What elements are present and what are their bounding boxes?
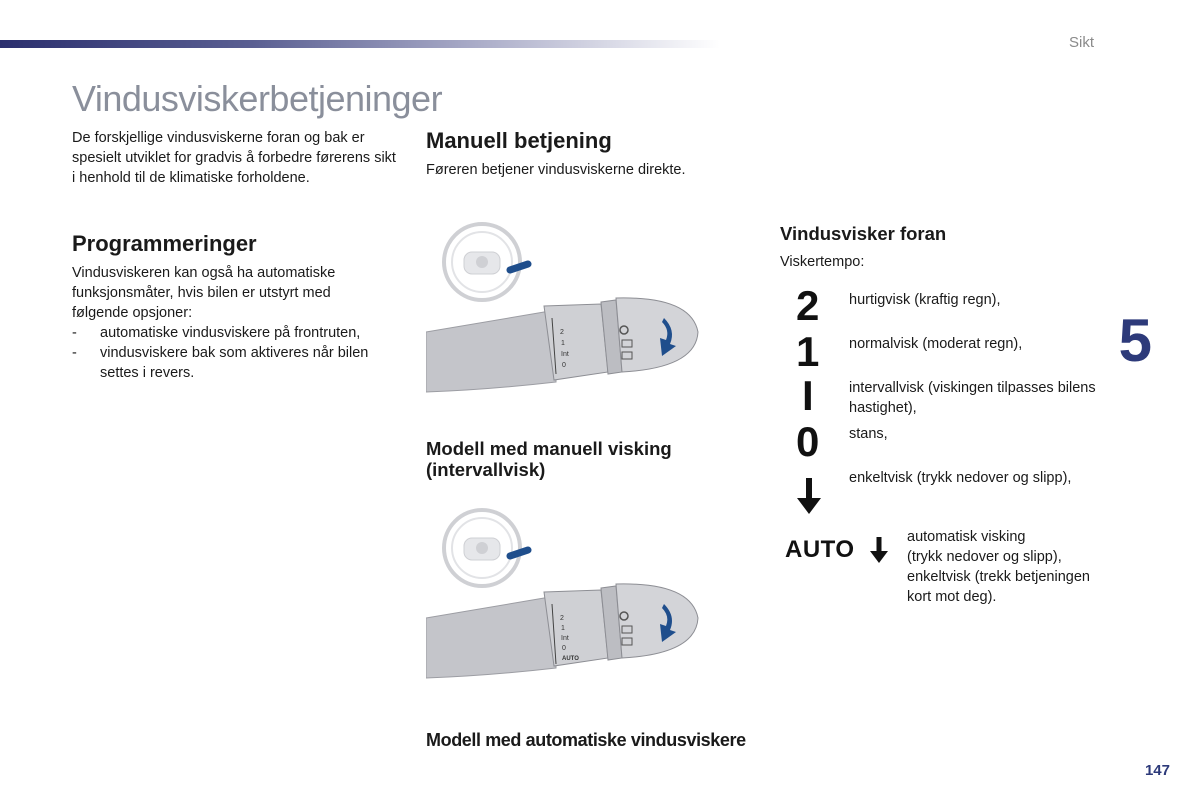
- manual-text: Føreren betjener vindusviskerne direkte.: [426, 162, 686, 178]
- front-subheading: Viskertempo:: [780, 254, 865, 270]
- speed-symbol-0: 0: [796, 418, 820, 465]
- programming-text: Vindusviskeren kan også ha automatiske funksjonsmåter, hvis bilen er utstyrt med følgende opsjoner:: [72, 265, 336, 321]
- speed-desc-1: normalvisk (moderat regn),: [849, 336, 1023, 352]
- speed-desc-2: hurtigvisk (kraftig regn),: [849, 292, 1001, 308]
- speed-desc-0: stans,: [849, 426, 888, 442]
- page-number: 147: [1144, 762, 1170, 779]
- speed-symbol-2: 2: [796, 282, 820, 329]
- stalk-label-0: 0: [562, 362, 566, 369]
- option-item: - vindusviskere bak som aktiveres når bilen settes i revers.: [72, 343, 392, 383]
- header-gradient-bar: [0, 40, 720, 48]
- stalk-label-1: 1: [561, 340, 565, 347]
- caption-auto: Modell med automatiske vindusviskere: [426, 730, 746, 750]
- stalk-label-2: 2: [560, 615, 564, 622]
- steering-wheel-icon: [444, 224, 528, 300]
- auto-desc-line: kort mot deg).: [907, 589, 997, 605]
- auto-down-arrow-icon: [869, 536, 889, 564]
- front-heading: Vindusvisker foran: [780, 223, 947, 244]
- intro-text: De forskjellige vindusviskerne foran og bak er spesielt utviklet for gradvis å forbedre førerens sikt i henhold til de klimatiske forholdene.: [72, 130, 396, 186]
- speed-symbol-1: 1: [796, 328, 820, 375]
- stalk-label-auto: AUTO: [562, 656, 579, 662]
- stalk-label-0: 0: [562, 645, 566, 652]
- auto-description: [907, 527, 1117, 607]
- speed-desc-int: intervallvisk (viskingen tilpasses bilens hastighet),: [849, 380, 1096, 416]
- steering-wheel-icon: [444, 510, 528, 586]
- auto-desc-line: (trykk nedover og slipp),: [907, 549, 1062, 565]
- speed-desc-single: enkeltvisk (trykk nedover og slipp),: [849, 470, 1072, 486]
- chapter-number: 5: [1118, 307, 1152, 374]
- section-label: Sikt: [1068, 34, 1094, 51]
- down-arrow-icon: [796, 476, 822, 516]
- wiper-stalk-illustration-manual: [426, 222, 706, 397]
- wiper-stalk-illustration-auto: [426, 508, 706, 683]
- stalk-label-1: 1: [561, 625, 565, 632]
- stalk-label-2: 2: [560, 329, 564, 336]
- auto-desc-line: automatisk visking: [907, 529, 1026, 545]
- caption-manual: Modell med manuell visking (intervallvisk): [426, 438, 672, 480]
- manual-heading: Manuell betjening: [426, 128, 612, 153]
- option-item: - automatiske vindusviskere på frontruten,: [72, 323, 392, 343]
- stalk-label-int: Int: [561, 351, 569, 358]
- stalk-label-int: Int: [561, 635, 569, 642]
- auto-symbol: AUTO: [785, 536, 855, 563]
- auto-desc-line: enkeltvisk (trekk betjeningen: [907, 569, 1090, 585]
- programming-heading: Programmeringer: [72, 231, 257, 256]
- speed-symbol-int: I: [802, 372, 814, 419]
- page-title: Vindusviskerbetjeninger: [72, 78, 443, 119]
- programming-options: [72, 323, 392, 383]
